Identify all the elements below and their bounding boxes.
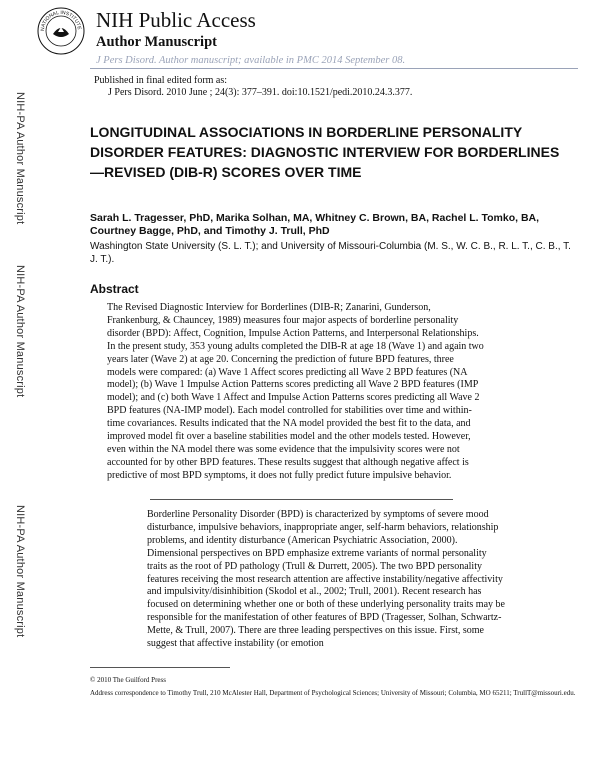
abstract-heading: Abstract xyxy=(90,282,139,296)
nih-public-access-title: NIH Public Access xyxy=(96,8,256,32)
copyright-note: © 2010 The Guilford Press xyxy=(90,676,166,684)
abstract-text: The Revised Diagnostic Interview for Borderlines (DIB-R; Zanarini, Gunderson, Frankenburg, & Chauncey, 1989) measures four major aspects of borderline personality disorder (BPD): Affect, Cognition, Impulse Action Patterns, and Interpersonal Relationships. In the present study, 353 young adults completed the DIB-R at age 18 (Wave 1) and again two years later (Wave 2) at age 20. Concerning the prediction of future BPD features, three models were compared: (a) Wave 1 Affect scores predicting all Wave 2 BPD features (NA model); (b) Wave 1 Impulse Action Patterns scores predicting all Wave 2 BPD features (IMP model); and (c) both Wave 1 Affect and Impulse Action Patterns scores predicting all Wave 2 BPD features (NA-IMP model). Each model controlled for stabilities over time and within-time covariances. Results indicated that the NA model provided the best fit to the data, and improved model fit over a baseline stabilities model and the other models tested. However, even within the NA model there was some evidence that the impulsivity scores were not accounted for by other BPD features. These results suggest that although negative affect is predictive of most BPD symptoms, it does not fully predict future impulsive behavior. xyxy=(107,302,484,481)
article-title: LONGITUDINAL ASSOCIATIONS IN BORDERLINE PERSONALITY DISORDER FEATURES: DIAGNOSTIC INTERVIEW FOR BORDERLINES—REVISED (DIB-R) SCORES OVER TIME xyxy=(90,124,560,180)
author-manuscript-label: Author Manuscript xyxy=(96,34,217,50)
affiliations: Washington State University (S. L. T.); and University of Missouri-Columbia (M. S., W. C. B., R. L. T., C. B., T. J. T.). xyxy=(90,241,571,265)
nih-logo xyxy=(36,6,86,56)
footnote-divider xyxy=(90,667,230,668)
side-label-bottom: NIH-PA Author Manuscript xyxy=(14,505,26,638)
side-label-middle: NIH-PA Author Manuscript xyxy=(14,265,26,398)
author-list: Sarah L. Tragesser, PhD, Marika Solhan, MA, Whitney C. Brown, BA, Rachel L. Tomko, BA, Courtney Bagge, PhD, and Timothy J. Trull, PhD xyxy=(90,212,540,237)
header-divider xyxy=(90,68,578,69)
side-label-top: NIH-PA Author Manuscript xyxy=(14,92,26,225)
logo-text: NATIONAL INSTITUTE xyxy=(39,9,82,32)
journal-availability-line: J Pers Disord. Author manuscript; available in PMC 2014 September 08. xyxy=(96,55,406,66)
intro-paragraph: Borderline Personality Disorder (BPD) is characterized by symptoms of severe mood disturbance, impulsive behaviors, inappropriate anger, self-harm behaviors, relationship problems, and identity disturbance (American Psychiatric Association, 2000). Dimensional perspectives on BPD emphasize extreme variants of normal personality traits as the root of PD pathology (Trull & Durrett, 2005). The two BPD personality features receiving the most research attention are affective instability/negative affectivity and impulsivity/disinhibition (Skodol et al., 2002; Trull, 2001). Recent research has focused on determining whether one or both of these underlying personality traits may be responsible for the manifestation of other features of BPD (Tragesser, Solhan, Schwartz-Mette, & Trull, 2007). There are three leading perspectives on this issue. First, some suggest that affective instability (or emotion xyxy=(147,509,505,650)
citation-line: J Pers Disord. 2010 June ; 24(3): 377–391. doi:10.1521/pedi.2010.24.3.377. xyxy=(108,87,413,98)
published-in-label: Published in final edited form as: xyxy=(94,75,228,86)
section-divider xyxy=(150,499,453,500)
correspondence-note: Address correspondence to Timothy Trull, 210 McAlester Hall, Department of Psychological Sciences; University of Missouri; Columbia, MO 65211; TrullT@missouri.edu. xyxy=(90,689,576,697)
